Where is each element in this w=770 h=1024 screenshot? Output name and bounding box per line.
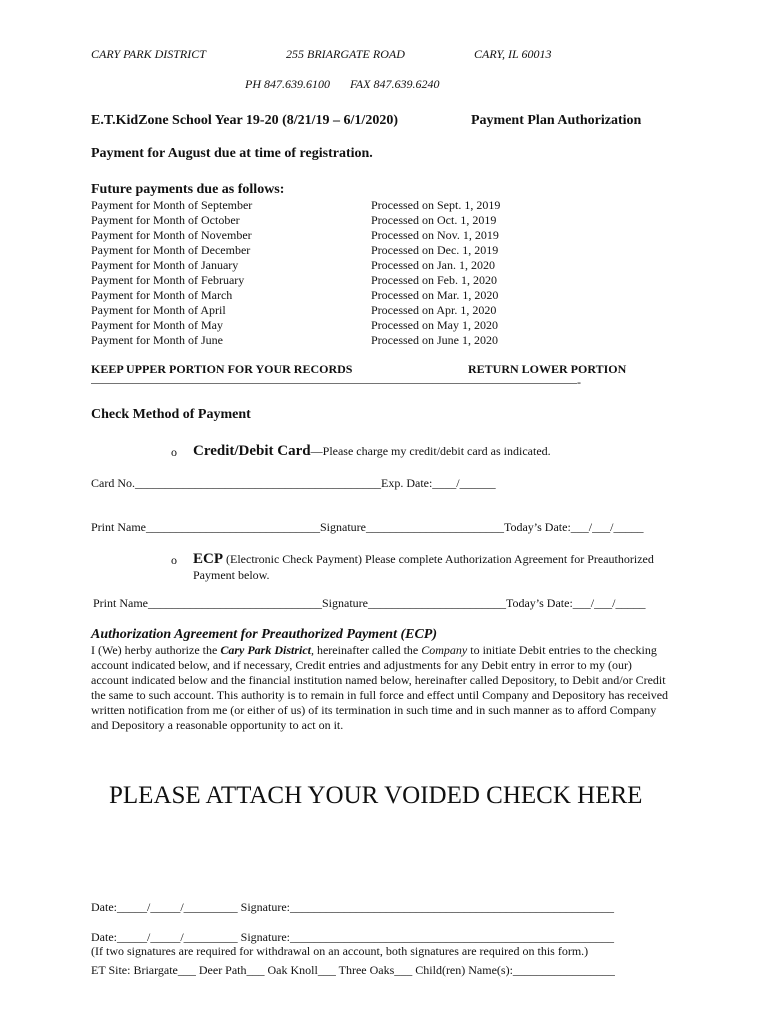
return-lower-note: RETURN LOWER PORTION bbox=[468, 362, 627, 376]
schedule-month: Payment for Month of May bbox=[91, 318, 223, 332]
card-number-line[interactable]: Card No._________________________________________Exp. Date:____/______ bbox=[91, 476, 496, 490]
ecp-signature-line[interactable]: Print Name_____________________________Signature_______________________Today’s Date:___/___/_____ bbox=[93, 596, 646, 610]
schedule-processed-date: Processed on Nov. 1, 2019 bbox=[371, 228, 499, 242]
schedule-month: Payment for Month of January bbox=[91, 258, 239, 272]
agreement-title: Authorization Agreement for Preauthorized Payment (ECP) bbox=[91, 627, 438, 642]
district-city: CARY, IL 60013 bbox=[474, 47, 552, 61]
credit-title: Credit/Debit Card bbox=[193, 443, 311, 459]
schedule-month: Payment for Month of October bbox=[91, 213, 240, 227]
schedule-row bbox=[91, 303, 521, 318]
schedule-row bbox=[91, 258, 521, 273]
schedule-month: Payment for Month of November bbox=[91, 228, 252, 242]
agreement-cary: Cary Park District bbox=[220, 643, 311, 657]
two-signature-note: (If two signatures are required for withdrawal on an account, both signatures are required on this form.) bbox=[91, 944, 589, 958]
schedule-row bbox=[91, 333, 521, 348]
ecp-desc-2: Payment below. bbox=[193, 568, 270, 582]
credit-radio[interactable]: o bbox=[171, 445, 177, 459]
et-site-line[interactable]: ET Site: Briargate___ Deer Path___ Oak Knoll___ Three Oaks___ Child(ren) Name(s):_________________ bbox=[91, 963, 615, 977]
cut-line: –––––––––––––––––––––––––––––––––––––––––––––––––––––––––––––––––––––––––––––––––- bbox=[91, 375, 581, 389]
district-phone: PH 847.639.6100 bbox=[245, 77, 330, 91]
schedule-row bbox=[91, 198, 521, 213]
schedule-processed-date: Processed on Sept. 1, 2019 bbox=[371, 198, 501, 212]
schedule-month: Payment for Month of December bbox=[91, 243, 251, 257]
schedule-row bbox=[91, 318, 521, 333]
schedule-row bbox=[91, 288, 521, 303]
district-name: CARY PARK DISTRICT bbox=[91, 47, 206, 61]
schedule-row bbox=[91, 273, 521, 288]
schedule-processed-date: Processed on Feb. 1, 2020 bbox=[371, 273, 497, 287]
agreement-text-3: to initiate Debit entries to the checking account indicated below, and if necessary, Credit entries and adjustments for any Debit entry in error to my (our) account indicated below and the financial institution named below, hereinafter called Depository, to Debit and/or Credit the same to such account. This authority is to remain in full force and effect until Company and Depository has received written notification from me (or either of us) of its termination in such time and in such manner as to afford Company and Depository a reasonable opportunity to act on it. bbox=[91, 643, 669, 732]
ecp-desc: (Electronic Check Payment) Please complete Authorization Agreement for Preauthorized bbox=[223, 552, 654, 566]
schedule-row bbox=[91, 243, 521, 258]
schedule-processed-date: Processed on Dec. 1, 2019 bbox=[371, 243, 499, 257]
schedule-processed-date: Processed on Apr. 1, 2020 bbox=[371, 303, 497, 317]
schedule-row bbox=[91, 213, 521, 228]
ecp-radio[interactable]: o bbox=[171, 553, 177, 567]
credit-desc: —Please charge my credit/debit card as indicated. bbox=[310, 444, 551, 458]
date-signature-line-2[interactable]: Date:_____/_____/_________ Signature:______________________________________________________ bbox=[91, 930, 614, 944]
form-title: Payment Plan Authorization bbox=[471, 113, 642, 128]
agreement-company: Company bbox=[421, 643, 468, 657]
ecp-title: ECP bbox=[193, 551, 223, 567]
schedule-processed-date: Processed on Jan. 1, 2020 bbox=[371, 258, 495, 272]
agreement-text bbox=[91, 643, 671, 733]
august-note: Payment for August due at time of registration. bbox=[91, 146, 373, 161]
schedule-month: Payment for Month of September bbox=[91, 198, 253, 212]
schedule-month: Payment for Month of March bbox=[91, 288, 233, 302]
credit-option bbox=[193, 442, 551, 460]
agreement-text-2: , hereinafter called the bbox=[310, 643, 422, 657]
schedule-processed-date: Processed on May 1, 2020 bbox=[371, 318, 498, 332]
schedule-processed-date: Processed on Oct. 1, 2019 bbox=[371, 213, 497, 227]
keep-upper-note: KEEP UPPER PORTION FOR YOUR RECORDS bbox=[91, 362, 353, 376]
date-signature-line-1[interactable]: Date:_____/_____/_________ Signature:______________________________________________________ bbox=[91, 900, 614, 914]
schedule-processed-date: Processed on Mar. 1, 2020 bbox=[371, 288, 499, 302]
credit-signature-line[interactable]: Print Name_____________________________Signature_______________________Today’s Date:___/___/_____ bbox=[91, 520, 644, 534]
schedule-month: Payment for Month of June bbox=[91, 333, 223, 347]
program-title: E.T.KidZone School Year 19-20 (8/21/19 – 6/1/2020) bbox=[91, 113, 398, 128]
district-address: 255 BRIARGATE ROAD bbox=[286, 47, 405, 61]
future-heading: Future payments due as follows: bbox=[91, 182, 285, 197]
schedule-month: Payment for Month of April bbox=[91, 303, 226, 317]
ecp-option bbox=[193, 550, 654, 568]
schedule-processed-date: Processed on June 1, 2020 bbox=[371, 333, 498, 347]
agreement-text-1: I (We) herby authorize the bbox=[91, 643, 221, 657]
attach-check-note: PLEASE ATTACH YOUR VOIDED CHECK HERE bbox=[109, 782, 643, 809]
schedule-month: Payment for Month of February bbox=[91, 273, 245, 287]
schedule-row bbox=[91, 228, 521, 243]
method-heading: Check Method of Payment bbox=[91, 407, 251, 422]
district-fax: FAX 847.639.6240 bbox=[350, 77, 440, 91]
